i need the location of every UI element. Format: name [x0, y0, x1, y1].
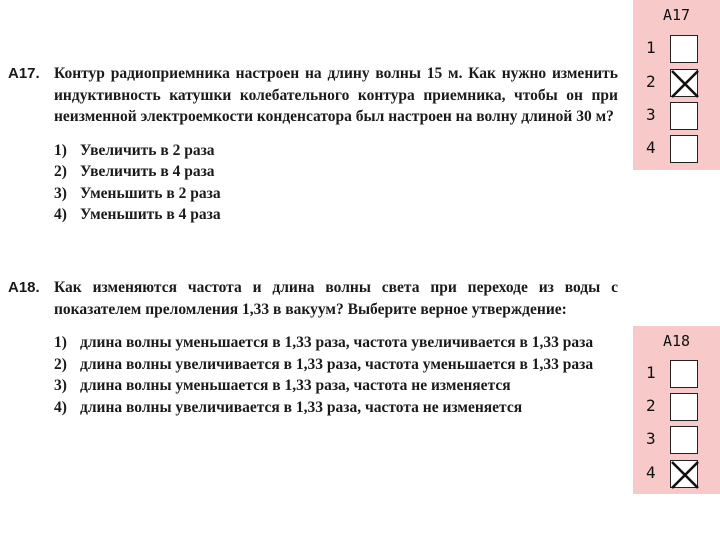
question-text: Как изменяются частота и длина волны света при переходе из воды с показателем преломления 1,33 в вакуум? Выберите верное утверждение: [54, 279, 618, 318]
option-number: 2) [54, 355, 67, 373]
answer-option-label: 4 [646, 463, 656, 482]
cross-mark-icon [669, 68, 701, 100]
option-text: длина волны уменьшается в 1,33 раза, частота увеличивается в 1,33 раза [80, 334, 594, 351]
answer-option-row[interactable] [633, 135, 720, 163]
option-item [54, 354, 618, 376]
options-list [54, 332, 618, 418]
question-text: Контур радиоприемника настроен на длину волны 15 м. Как нужно изменить индуктивность катушки колебательного контура приемника, чтобы он при неизменной электроемкости конденсатора был настроен на волну длиной 30 м? [54, 65, 618, 125]
answer-option-label: 3 [646, 429, 656, 448]
option-number: 2) [54, 163, 67, 180]
option-number: 3) [54, 184, 67, 202]
answer-panel-a17 [633, 0, 720, 170]
answer-option-label: 2 [646, 72, 656, 91]
question-a17 [8, 63, 618, 226]
option-item [54, 204, 618, 226]
option-number: 1) [54, 141, 67, 159]
answer-panel-a18 [633, 326, 720, 494]
option-text: Уменьшить в 4 раза [80, 206, 221, 223]
answer-checkbox[interactable] [670, 69, 698, 97]
answer-option-row[interactable] [633, 393, 720, 421]
option-text: Уменьшить в 2 раза [80, 184, 221, 202]
answer-option-row[interactable] [633, 35, 720, 63]
option-item [54, 161, 618, 183]
answer-option-label: 1 [646, 38, 656, 57]
answer-checkbox[interactable] [670, 460, 698, 488]
answer-checkbox[interactable] [670, 426, 698, 454]
option-item [54, 375, 618, 397]
answer-option-row[interactable] [633, 460, 720, 488]
answer-option-row[interactable] [633, 102, 720, 130]
answer-panel-title: A18 [662, 332, 691, 350]
cross-mark-icon [669, 459, 701, 491]
option-item [54, 183, 618, 205]
option-item [54, 332, 618, 354]
answer-panel-title: A17 [662, 6, 691, 24]
option-item [54, 397, 618, 419]
options-list [54, 140, 618, 226]
answer-checkbox[interactable] [670, 360, 698, 388]
option-number: 3) [54, 377, 67, 394]
answer-option-row[interactable] [633, 69, 720, 97]
answer-option-row[interactable] [633, 426, 720, 454]
question-number: A18. [8, 279, 40, 296]
answer-checkbox[interactable] [670, 35, 698, 63]
option-text: Увеличить в 2 раза [80, 141, 215, 159]
question-number: A17. [8, 65, 40, 82]
option-number: 4) [54, 398, 67, 416]
answer-option-label: 1 [646, 363, 656, 382]
answer-checkbox[interactable] [670, 393, 698, 421]
answer-checkbox[interactable] [670, 135, 698, 163]
question-a18 [8, 277, 618, 418]
option-item [54, 140, 618, 162]
option-number: 4) [54, 206, 67, 223]
answer-option-label: 4 [646, 138, 656, 157]
option-number: 1) [54, 334, 67, 351]
option-text: длина волны увеличивается в 1,33 раза, частота уменьшается в 1,33 раза [80, 355, 594, 373]
answer-option-row[interactable] [633, 360, 720, 388]
option-text: длина волны уменьшается в 1,33 раза, частота не изменяется [80, 377, 511, 394]
answer-option-label: 2 [646, 396, 656, 415]
answer-option-label: 3 [646, 105, 656, 124]
option-text: Увеличить в 4 раза [80, 163, 215, 180]
answer-checkbox[interactable] [670, 102, 698, 130]
option-text: длина волны увеличивается в 1,33 раза, частота не изменяется [80, 398, 523, 416]
